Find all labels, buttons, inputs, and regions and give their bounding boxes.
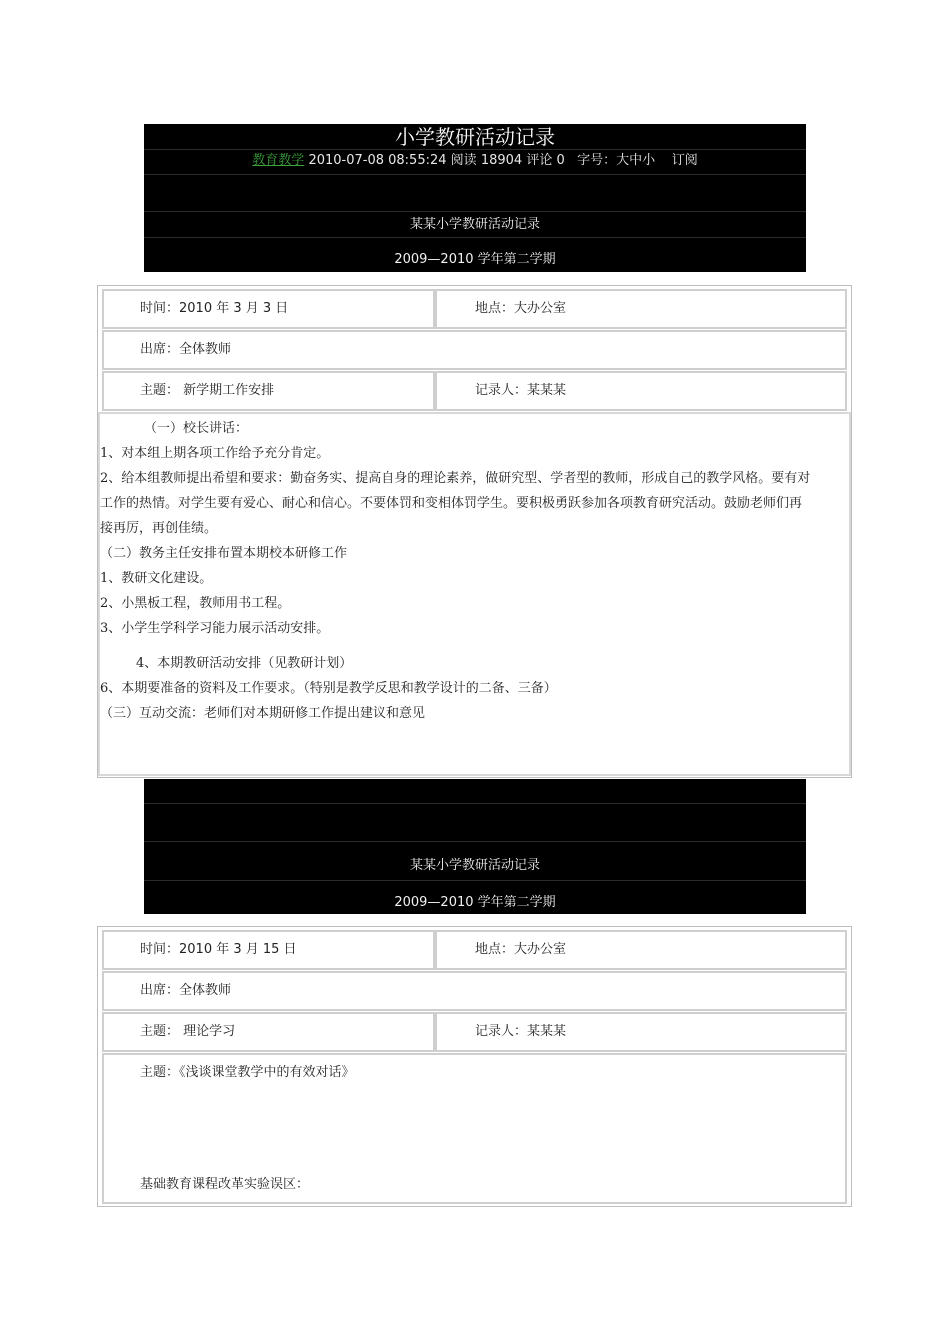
record1-line: （二）教务主任安排布置本期校本研修工作 <box>100 546 348 561</box>
timestamp: 2010-07-08 08:55:24 <box>308 153 447 168</box>
category-link[interactable]: 教育教学 <box>252 153 305 168</box>
record1-recorder: 记录人：某某某 <box>475 383 567 398</box>
record2-topic-cell <box>102 1012 435 1052</box>
record1-time-cell <box>102 289 435 329</box>
record1-line: 2、小黑板工程，教师用书工程。 <box>100 596 291 611</box>
record1-line: 工作的热情。对学生要有爱心、耐心和信心。不要体罚和变相体罚学生。要积极勇跃参加各项教育研究活动。鼓励老师们再 <box>100 496 803 511</box>
comment-count: 0 <box>556 153 565 168</box>
record2-recorder: 记录人：某某某 <box>475 1024 567 1039</box>
record1-time: 时间：2010 年 3 月 3 日 <box>140 301 289 316</box>
record1-line: 1、教研文化建设。 <box>100 571 213 586</box>
record1-line: 2、给本组教师提出希望和要求：勤奋务实、提高自身的理论素养，做研究型、学者型的教师，形成自己的教学风格。要有对 <box>100 471 811 486</box>
record2-content-topic: 主题：《浅谈课堂教学中的有效对话》 <box>140 1065 355 1080</box>
record2-attendees-cell <box>102 971 847 1011</box>
record1-place: 地点：大办公室 <box>475 301 567 316</box>
record1-banner-term: 2009—2010 学年第二学期 <box>394 252 556 267</box>
article-title: 小学教研活动记录 <box>144 124 806 150</box>
font-size-control[interactable]: 字号：大中小 <box>577 153 656 168</box>
record2-recorder-cell <box>435 1012 847 1052</box>
record1-topic-cell <box>102 371 435 411</box>
record1-line: （一）校长讲话： <box>144 421 249 436</box>
record2-time-cell <box>102 930 435 970</box>
record1-line: 1、对本组上期各项工作给予充分肯定。 <box>100 446 330 461</box>
record2-content-cell <box>102 1053 847 1204</box>
spacer-row <box>144 779 806 804</box>
read-label: 阅读 <box>450 153 477 168</box>
record1-table <box>97 285 852 778</box>
record2-banner <box>144 779 806 914</box>
record1-topic: 主题： 新学期工作安排 <box>140 383 275 398</box>
read-count: 18904 <box>480 153 523 168</box>
record1-line: （三）互动交流：老师们对本期研修工作提出建议和意见 <box>100 706 426 721</box>
record2-time: 时间：2010 年 3 月 15 日 <box>140 942 297 957</box>
record2-table <box>97 926 852 1207</box>
record1-banner-title: 某某小学教研活动记录 <box>144 212 806 238</box>
record2-content-line: 基础教育课程改革实验误区： <box>140 1177 310 1192</box>
record2-banner-term: 2009—2010 学年第二学期 <box>394 895 556 910</box>
article-meta <box>144 150 806 175</box>
subscribe-link[interactable]: 订阅 <box>671 153 698 168</box>
article-header <box>144 124 806 272</box>
record1-line: 3、小学生学科学习能力展示活动安排。 <box>100 621 330 636</box>
record2-banner-title: 某某小学教研活动记录 <box>144 842 806 881</box>
record1-content-cell <box>98 412 851 776</box>
record2-place: 地点：大办公室 <box>475 942 567 957</box>
record2-place-cell <box>435 930 847 970</box>
record1-attendees: 出席：全体教师 <box>140 342 232 357</box>
record2-topic: 主题： 理论学习 <box>140 1024 236 1039</box>
record1-line: 接再厉，再创佳绩。 <box>100 521 218 536</box>
spacer-row <box>144 804 806 842</box>
spacer-row <box>144 175 806 212</box>
record1-attendees-cell <box>102 330 847 370</box>
record1-place-cell <box>435 289 847 329</box>
record2-attendees: 出席：全体教师 <box>140 983 232 998</box>
record1-line: 6、本期要准备的资料及工作要求。（特别是教学反思和教学设计的二备、三备） <box>100 681 557 696</box>
record1-line: 4、本期教研活动安排（见教研计划） <box>136 656 353 671</box>
comment-label: 评论 <box>526 153 553 168</box>
record1-recorder-cell <box>435 371 847 411</box>
